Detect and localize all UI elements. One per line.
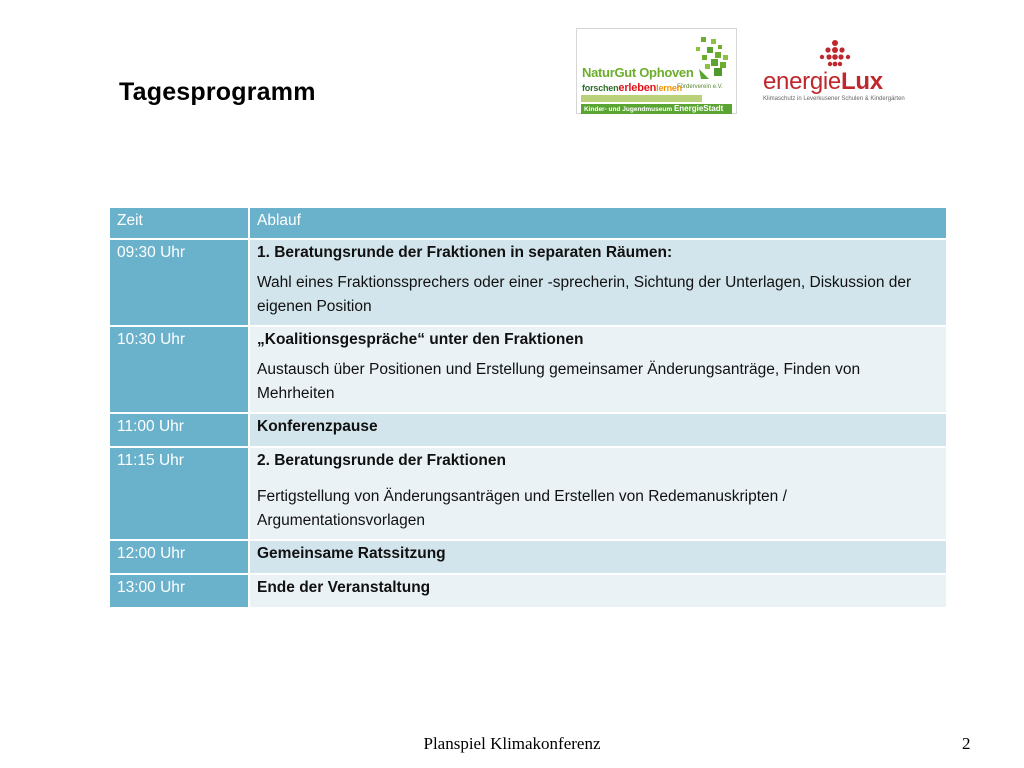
row-time: 09:30 Uhr xyxy=(109,239,249,326)
energielux-wordmark: energieLux xyxy=(763,68,883,95)
table-row xyxy=(109,413,947,447)
row-detail: Austausch über Positionen und Erstellung gemeinsamer Änderungsanträge, Finden von Mehrheiten xyxy=(257,361,861,402)
row-headline: 1. Beratungsrunde der Fraktionen in separaten Räumen: xyxy=(257,244,673,261)
schedule-table xyxy=(108,206,948,609)
naturgut-name: NaturGut Ophoven xyxy=(582,65,694,80)
table-row xyxy=(109,239,947,326)
table-row xyxy=(109,574,947,608)
table-row xyxy=(109,326,947,413)
naturgut-sub: Förderverein e.V. xyxy=(677,84,723,90)
row-content xyxy=(249,413,947,447)
header-time: Zeit xyxy=(109,207,249,239)
naturgut-tagline: forschenerlebenlernen xyxy=(582,82,682,94)
row-content xyxy=(249,447,947,540)
table-header-row xyxy=(109,207,947,239)
page-number: 2 xyxy=(962,734,971,753)
naturgut-museum: Kinder- und Jugendmuseum EnergieStadt xyxy=(581,104,732,114)
header-content: Ablauf xyxy=(249,207,947,239)
row-time: 13:00 Uhr xyxy=(109,574,249,608)
row-headline: 2. Beratungsrunde der Fraktionen xyxy=(257,452,506,469)
table-row xyxy=(109,540,947,574)
row-detail: Wahl eines Fraktionssprechers oder einer -sprecherin, Sichtung der Unterlagen, Diskussion der eigenen Position xyxy=(257,274,912,315)
row-headline: Gemeinsame Ratssitzung xyxy=(257,545,446,562)
row-headline: Ende der Veranstaltung xyxy=(257,579,431,596)
slide-title: Tagesprogramm xyxy=(119,78,316,106)
row-content xyxy=(249,326,947,413)
row-time: 11:15 Uhr xyxy=(109,447,249,540)
energielux-tagline: Klimaschutz in Leverkusener Schulen & Kindergärten xyxy=(763,96,905,102)
row-time: 11:00 Uhr xyxy=(109,413,249,447)
row-time: 10:30 Uhr xyxy=(109,326,249,413)
naturgut-logo xyxy=(576,28,737,114)
row-content xyxy=(249,239,947,326)
row-headline: Konferenzpause xyxy=(257,418,378,435)
naturgut-bar xyxy=(581,95,702,102)
row-headline: „Koalitionsgespräche“ unter den Fraktionen xyxy=(257,331,584,348)
row-detail: Fertigstellung von Änderungsanträgen und Erstellen von Redemanuskripten / Argumentationsvorlagen xyxy=(257,488,787,529)
row-time: 12:00 Uhr xyxy=(109,540,249,574)
row-content xyxy=(249,574,947,608)
table-row xyxy=(109,447,947,540)
row-content xyxy=(249,540,947,574)
energielux-logo xyxy=(760,40,920,110)
slide-footer: Planspiel Klimakonferenz xyxy=(423,734,601,753)
